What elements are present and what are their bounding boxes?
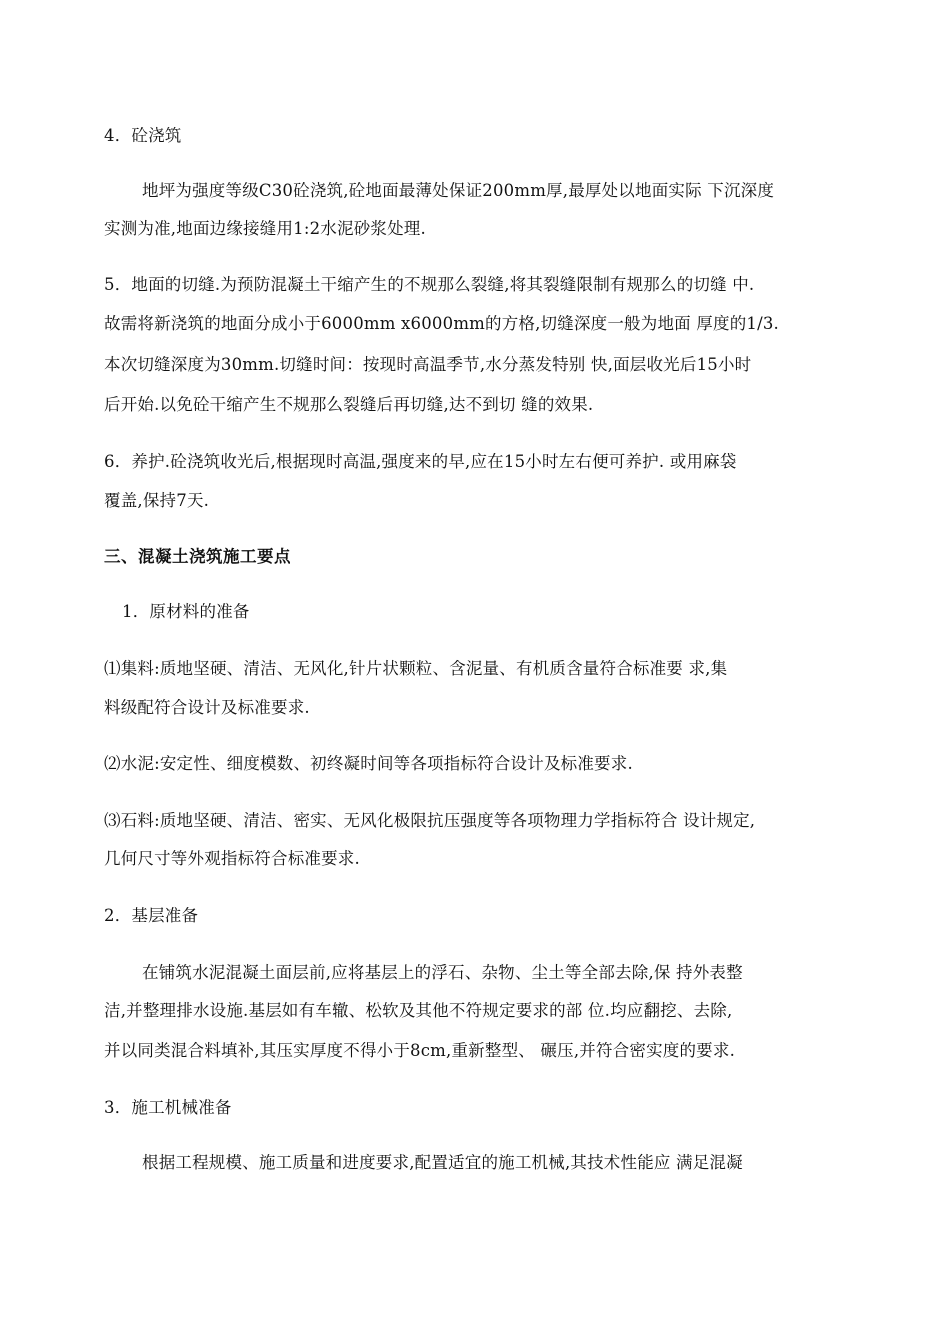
paragraph-line: 根据工程规模、施工质量和进度要求,配置适宜的施工机械,其技术性能应 满足混凝 <box>142 1153 743 1172</box>
subsection-heading-2: 2．基层准备 <box>104 906 199 925</box>
section-heading-4: 4．砼浇筑 <box>104 126 182 145</box>
chapter-heading: 三、混凝土浇筑施工要点 <box>104 547 291 566</box>
paragraph-line: 6．养护.砼浇筑收光后,根据现时高温,强度来的早,应在15小时左右便可养护. 或用麻袋 <box>104 452 737 471</box>
paragraph-line: 实测为准,地面边缘接缝用1:2水泥砂浆处理. <box>104 219 426 238</box>
paragraph-line: 故需将新浇筑的地面分成小于6000mm x6000mm的方格,切缝深度一般为地面 厚度的1/3. <box>104 314 780 333</box>
paragraph-line: 本次切缝深度为30mm.切缝时间：按现时高温季节,水分蒸发特别 快,面层收光后15小时 <box>104 355 752 374</box>
paragraph-line: 覆盖,保持7天. <box>104 491 210 510</box>
list-item-line: ⑶石料:质地坚硬、清洁、密实、无风化极限抗压强度等各项物理力学指标符合 设计规定, <box>104 811 756 830</box>
subsection-heading-3: 3．施工机械准备 <box>104 1098 232 1117</box>
paragraph-line: 5．地面的切缝.为预防混凝土干缩产生的不规那么裂缝,将其裂缝限制有规那么的切缝 中. <box>104 275 755 294</box>
paragraph-line: 在铺筑水泥混凝土面层前,应将基层上的浮石、杂物、尘土等全部去除,保 持外表整 <box>142 963 743 982</box>
paragraph-line: 地坪为强度等级C30砼浇筑,砼地面最薄处保证200mm厚,最厚处以地面实际 下沉深度 <box>142 181 775 200</box>
subsection-heading-1: 1．原材料的准备 <box>122 602 250 621</box>
list-item-line: ⑵水泥:安定性、细度模数、初终凝时间等各项指标符合设计及标准要求. <box>104 754 633 773</box>
list-item-line: ⑴集料:质地坚硬、清洁、无风化,针片状颗粒、含泥量、有机质含量符合标准要 求,集 <box>104 659 728 678</box>
paragraph-line: 洁,并整理排水设施.基层如有车辙、松软及其他不符规定要求的部 位.均应翻挖、去除, <box>104 1001 733 1020</box>
list-item-line: 几何尺寸等外观指标符合标准要求. <box>104 849 360 868</box>
paragraph-line: 后开始.以免砼干缩产生不规那么裂缝后再切缝,达不到切 缝的效果. <box>104 395 594 414</box>
list-item-line: 料级配符合设计及标准要求. <box>104 698 310 717</box>
paragraph-line: 并以同类混合料填补,其压实厚度不得小于8cm,重新整型、 碾压,并符合密实度的要求. <box>104 1041 736 1060</box>
